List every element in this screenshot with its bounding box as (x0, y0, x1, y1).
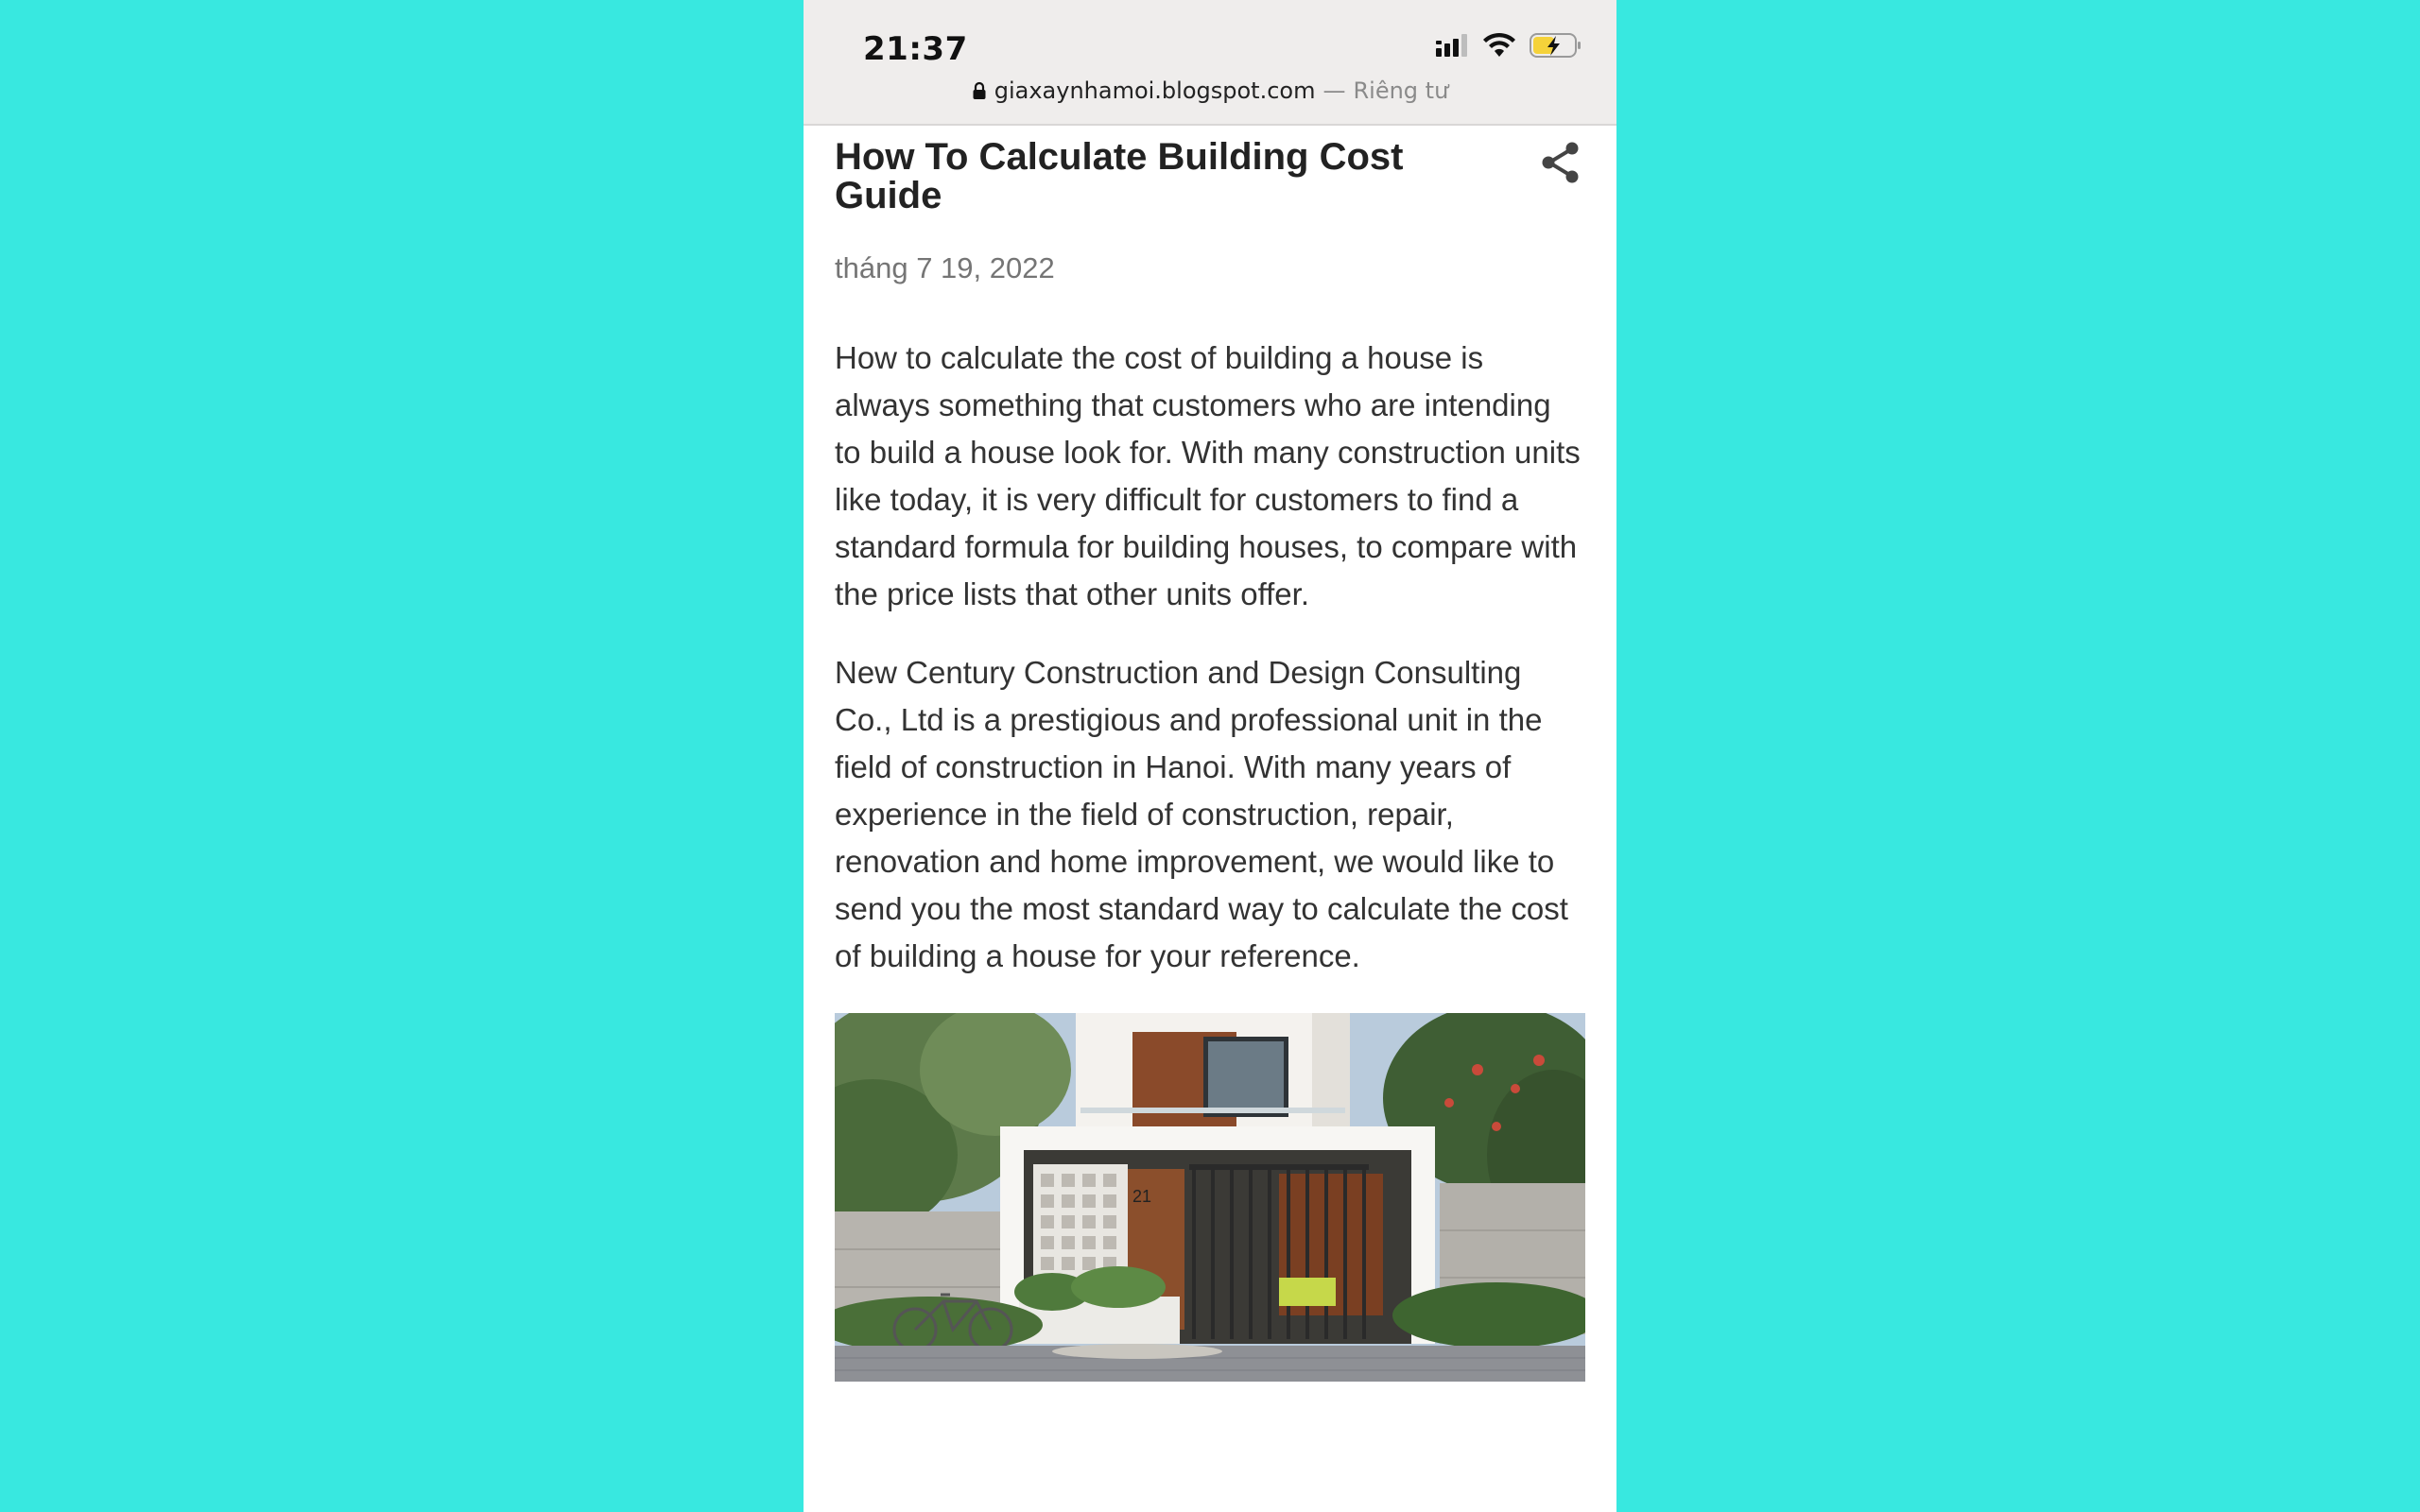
clock: 21:37 (863, 30, 968, 68)
phone-screen (804, 0, 1616, 1512)
wifi-icon (1482, 32, 1516, 63)
cellular-signal-icon (1435, 33, 1469, 62)
share-icon[interactable] (1538, 140, 1583, 185)
article-title: How To Calculate Building Cost Guide (835, 136, 1404, 216)
house-photo[interactable] (835, 1013, 1585, 1382)
article-date: tháng 7 19, 2022 (835, 251, 1055, 284)
article-paragraph: How to calculate the cost of building a house is always something that customers who are intending to build a house look for. With many construction units like today, it is very difficult for customers to find a standard formula for building houses, to compare with the price lists that other units offer. (835, 340, 1581, 611)
private-mode-label: Riêng tư (1353, 77, 1449, 104)
house-number: 21 (1132, 1187, 1152, 1206)
url-separator: — (1322, 77, 1346, 104)
article-paragraph: New Century Construction and Design Consulting Co., Ltd is a prestigious and professional unit in the field of construction in Hanoi. With many years of experience in the field of construction, repair, renovation and home improvement, we would like to send you the most standard way to calculate the cost of building a house for your reference. (835, 655, 1568, 973)
article-header (835, 138, 1585, 215)
status-icons (1435, 32, 1582, 62)
lock-icon (972, 81, 987, 100)
status-bar (804, 0, 1616, 126)
address-bar[interactable] (804, 77, 1616, 104)
battery-charging-icon (1530, 32, 1582, 63)
url-domain: giaxaynhamoi.blogspot.com (994, 77, 1316, 104)
article (835, 138, 1585, 1011)
